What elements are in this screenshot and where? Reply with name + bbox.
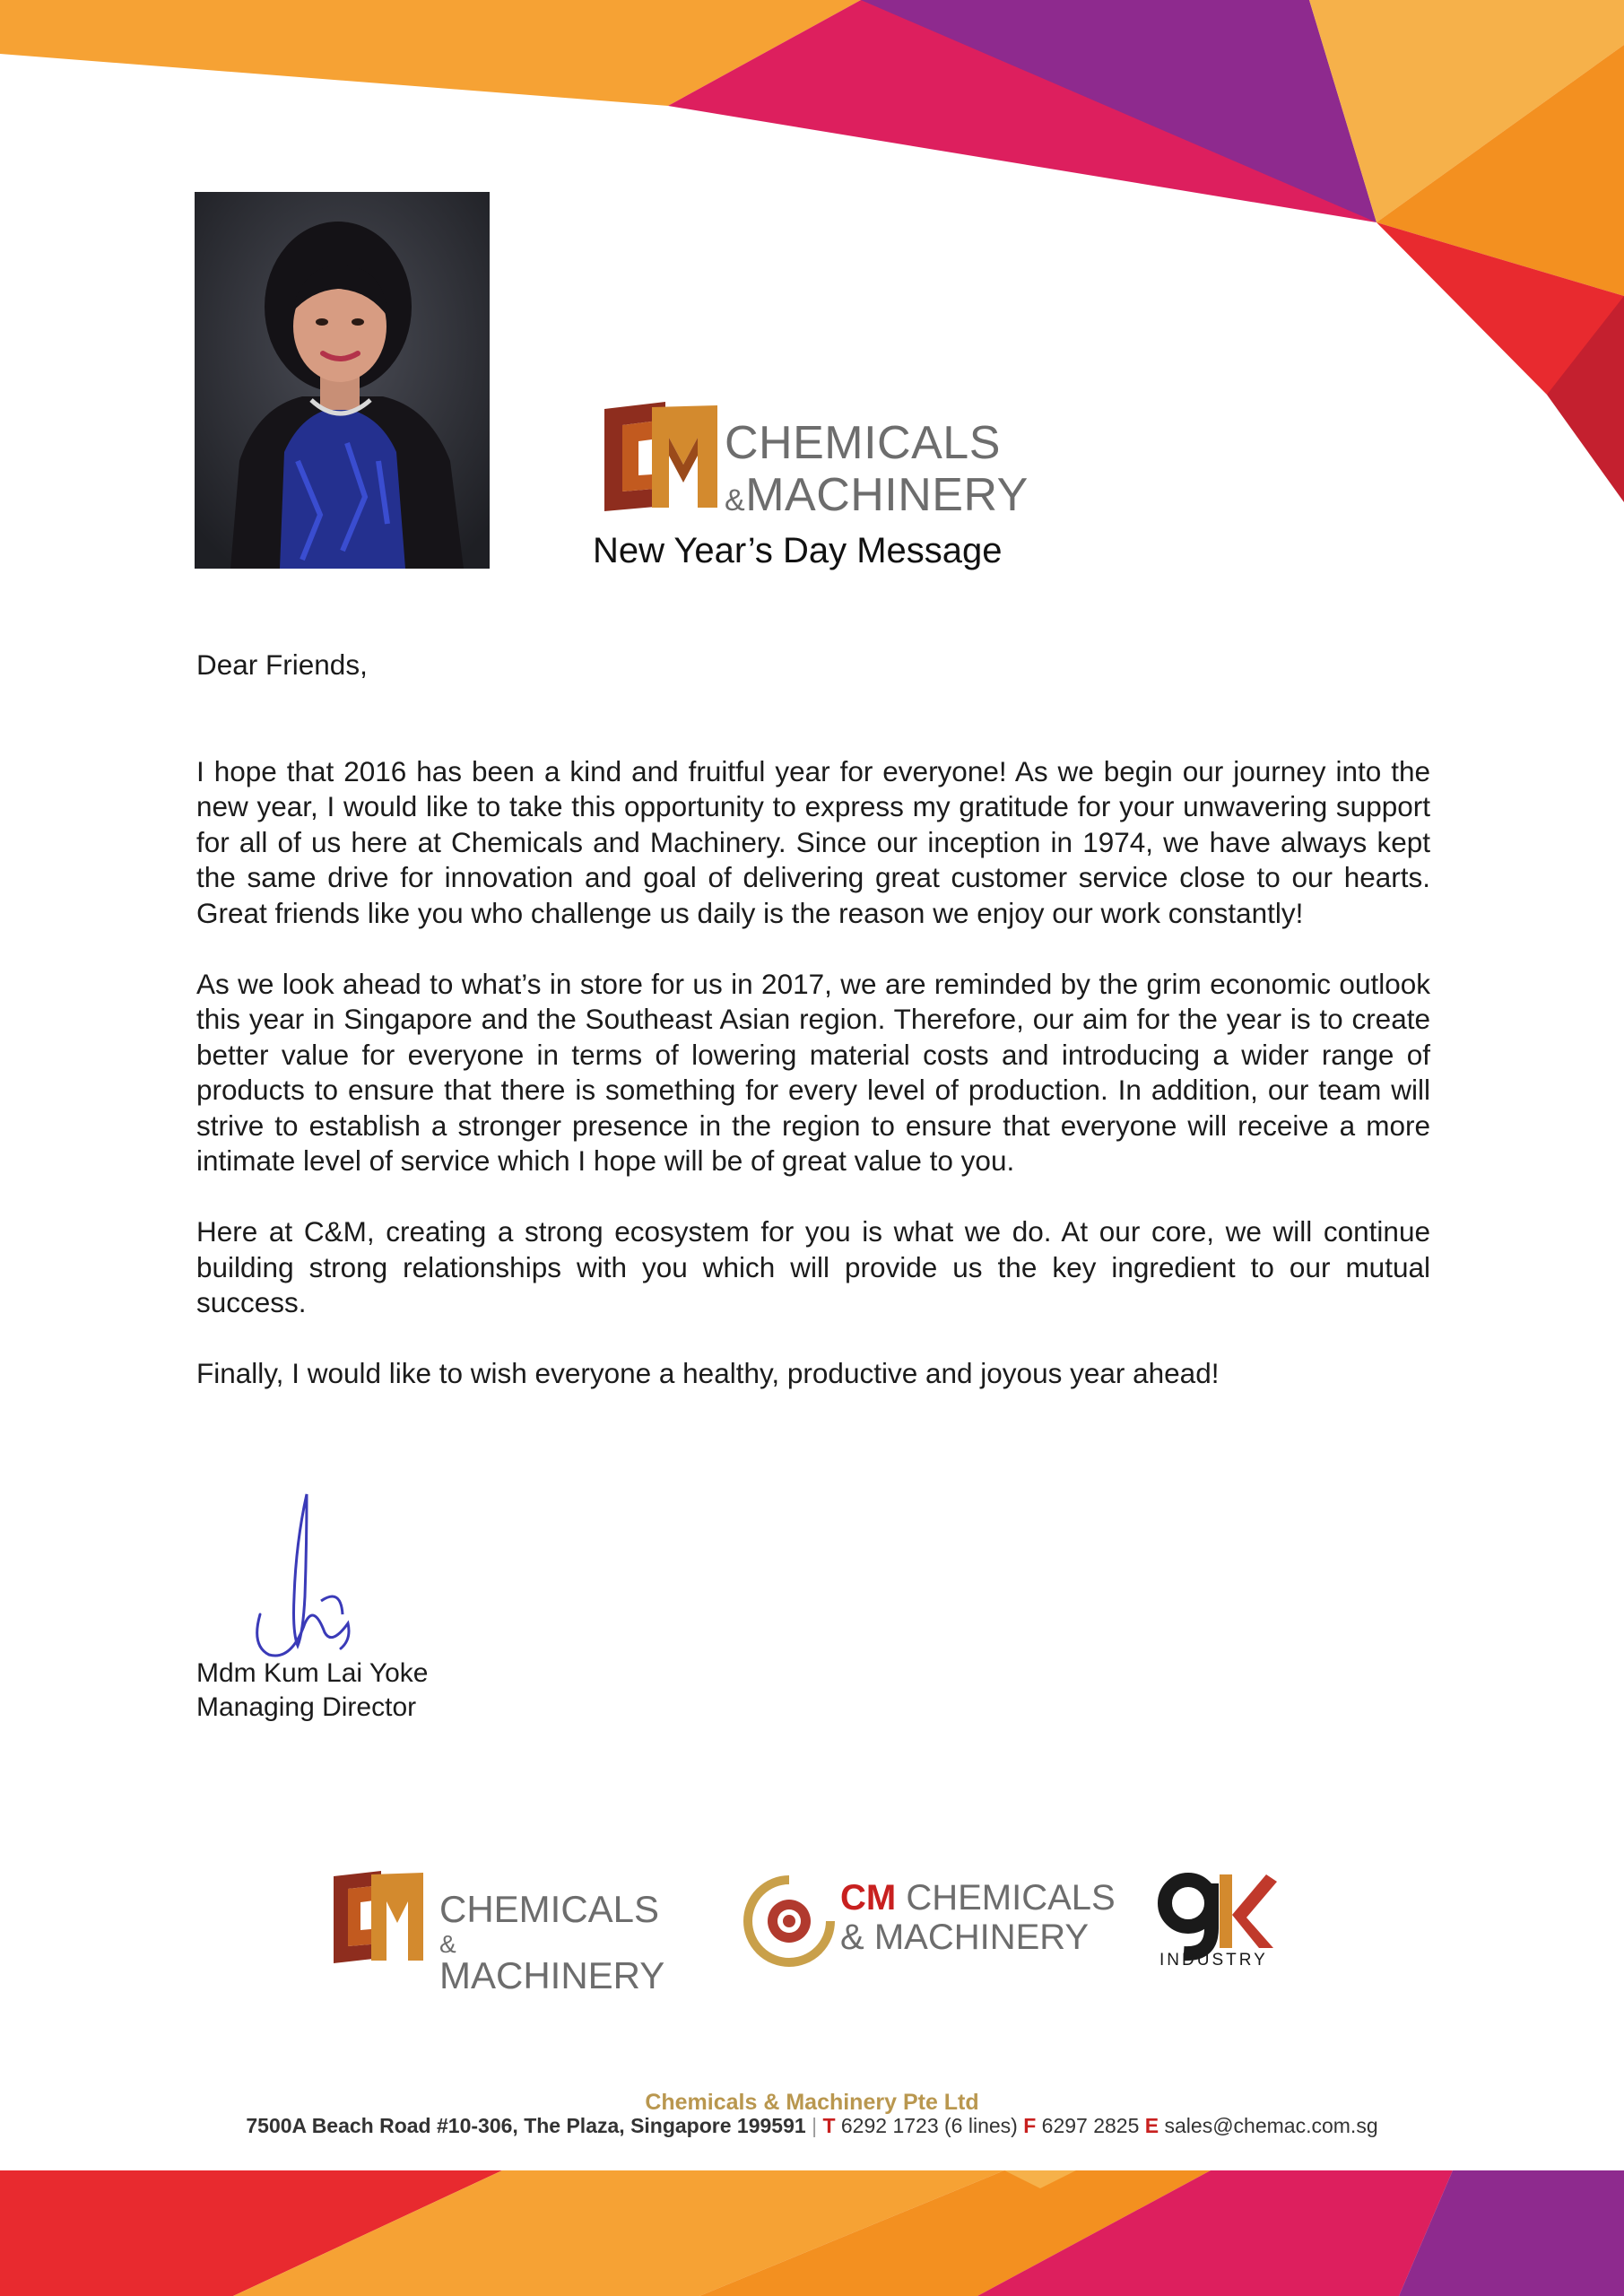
handwritten-signature: [242, 1489, 377, 1668]
footer-tel-label: T: [822, 2114, 836, 2137]
brand2-ampersand: &: [840, 1918, 864, 1957]
logo-line-chemicals: CHEMICALS: [725, 417, 1001, 469]
signer-title: Managing Director: [196, 1692, 417, 1722]
paragraph-1: I hope that 2016 has been a kind and fruitful year for everyone! As we begin our journey into the new year, I would like to take this opportunity to express my gratitude for your unwavering support for all of us here at Chemicals and Machinery. Since our inception in 1974, we have always kept the same drive for innovation and goal of delivering great customer service close to our hearts. Great friends like you who challenge us daily is the reason we enjoy our work constantly!: [196, 754, 1430, 929]
message-title: New Year’s Day Message: [593, 531, 1003, 570]
company-logo-text: [725, 417, 1029, 521]
brand1-mark: [334, 1871, 423, 1963]
logo-word-machinery: MACHINERY: [745, 469, 1029, 521]
footer-email[interactable]: sales@chemac.com.sg: [1164, 2114, 1378, 2137]
brand1-line-machinery: [439, 1932, 664, 1995]
footer-company-name: Chemicals & Machinery Pte Ltd: [645, 2090, 979, 2115]
brand2-mark: [748, 1880, 830, 1962]
footer-separator: |: [812, 2114, 818, 2137]
brand3-mark: [1165, 1874, 1277, 1953]
closing-paragraph: Finally, I would like to wish everyone a healthy, productive and joyous year ahead!: [196, 1357, 1220, 1389]
brand2-chemicals: CHEMICALS: [906, 1878, 1116, 1918]
brand1-ampersand: &: [439, 1930, 456, 1958]
logo-line-machinery: [725, 469, 1029, 521]
paragraph-2: As we look ahead to what’s in store for us in 2017, we are reminded by the grim economic outlook this year in Singapore and the Southeast Asian region. Therefore, our aim for the year is to create better value for everyone in terms of lowering material costs and introducing a wider range of products to ensure that there is something for every level of production. In addition, our team will strive to establish a stronger presence in the region to ensure that everyone will receive a more intimate level of service which I hope will be of great value to you.: [196, 967, 1430, 1177]
signer-name: Mdm Kum Lai Yoke: [196, 1658, 429, 1688]
footer-fax: 6297 2825: [1041, 2114, 1140, 2137]
paragraph-3: Here at C&M, creating a strong ecosystem for you is what we do. At our core, we will continue building strong relationships with you which will provide us the key ingredient to our mutual success.: [196, 1215, 1430, 1318]
footer-address: 7500A Beach Road #10-306, The Plaza, Singapore 199591: [246, 2114, 806, 2137]
footer-fax-label: F: [1023, 2114, 1037, 2137]
portrait-photo: [195, 192, 490, 569]
brand1-logo-text: [439, 1888, 665, 1996]
brand3-subtitle: INDUSTRY: [1159, 1951, 1268, 1970]
footer-contact-line: [0, 2114, 1624, 2138]
logo-ampersand: &: [725, 483, 746, 517]
footer-email-label: E: [1144, 2114, 1159, 2137]
letter-body: [196, 648, 1430, 1427]
brand2-cm: CM: [840, 1878, 897, 1918]
brand2-line-1: [840, 1880, 1116, 1916]
salutation: Dear Friends,: [196, 648, 368, 681]
portrait-illustration: [195, 192, 490, 569]
brand2-machinery: MACHINERY: [873, 1918, 1090, 1957]
brand2-logo-text: [840, 1880, 1116, 1955]
brand1-line-chemicals: CHEMICALS: [439, 1888, 660, 1930]
brand-logo-marks: [0, 1848, 1624, 1991]
footer-tel: 6292 1723 (6 lines): [840, 2114, 1018, 2137]
brand2-line-2: [840, 1919, 1116, 1955]
brand1-word-machinery: MACHINERY: [439, 1954, 665, 1996]
